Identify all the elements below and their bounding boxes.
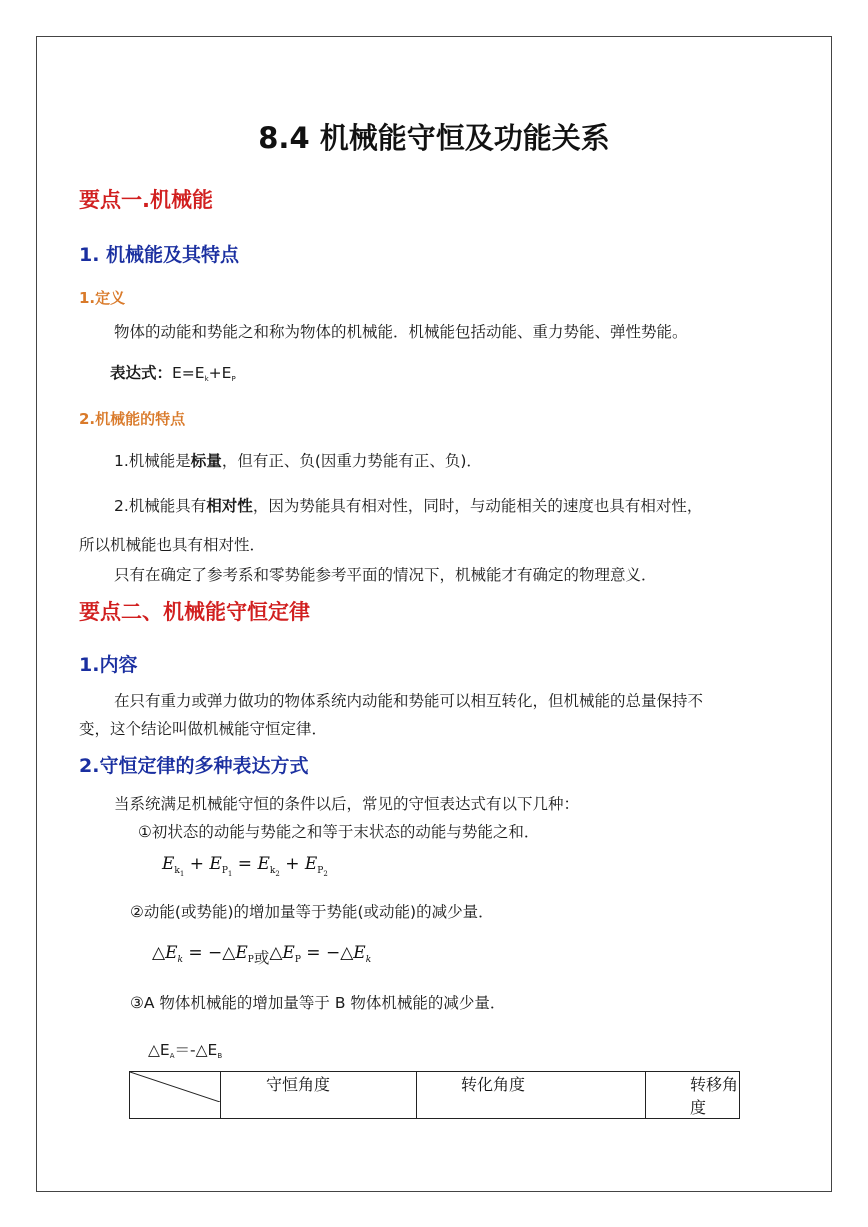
feature-2-continued: 所以机械能也具有相对性． (79, 536, 266, 554)
expression-line (110, 361, 236, 383)
forms-intro: 当系统满足机械能守恒的条件以后，常见的守恒表达式有以下几种： (114, 795, 580, 813)
section1-heading: 要点一.机械能 (79, 188, 213, 212)
table-header-transformation: 转化角度 (417, 1072, 646, 1119)
definition-text: 物体的动能和势能之和称为物体的机械能．机械能包括动能、重力势能、弹性势能。 (114, 323, 688, 341)
feature-3: 只有在确定了参考系和零势能参考平面的情况下，机械能才有确定的物理意义． (114, 566, 657, 584)
form-3-formula: △EA＝-△EB (148, 1041, 223, 1060)
feature-1: 1.机械能是标量，但有正、负(因重力势能有正、负)． (114, 452, 482, 470)
form-3-text: ③A 物体机械能的增加量等于 B 物体机械能的减少量． (130, 994, 506, 1012)
content-line-1: 在只有重力或弹力做功的物体系统内动能和势能可以相互转化，但机械能的总量保持不 (114, 692, 704, 710)
forms-heading: 2.守恒定律的多种表达方式 (79, 755, 309, 777)
subsection1-heading: 1. 机械能及其特点 (79, 244, 240, 266)
form-1-text: ①初状态的动能与势能之和等于末状态的动能与势能之和． (138, 823, 540, 841)
diagonal-line (130, 1072, 220, 1102)
table-header-conservation: 守恒角度 (221, 1072, 417, 1119)
form-1-formula: $E_{k_1} + E_{P_1} = E_{k_2} + E_{P_2}$ (162, 854, 328, 878)
features-heading: 2.机械能的特点 (79, 410, 186, 428)
table-corner-cell (130, 1072, 221, 1119)
comparison-table (129, 1071, 740, 1119)
feature-2: 2.机械能具有相对性，因为势能具有相对性，同时，与动能相关的速度也具有相对性， (114, 497, 703, 515)
content-heading: 1.内容 (79, 654, 138, 676)
expression-label: 表达式： (110, 364, 173, 382)
page-title: 8.4 机械能守恒及功能关系 (258, 121, 610, 155)
section2-heading: 要点二、机械能守恒定律 (79, 600, 310, 624)
expression-formula: E=Ek+EP (172, 364, 236, 383)
content-line-2: 变，这个结论叫做机械能守恒定律． (79, 720, 328, 738)
form-2-formula: $\triangle E_k$ = $-\triangle E_P$或$\triangle E_P$ = $-\triangle E_k$ (152, 943, 372, 967)
table-header-transfer: 转移角度 (646, 1072, 740, 1119)
definition-heading: 1.定义 (79, 289, 126, 307)
form-2-text: ②动能(或势能)的增加量等于势能(或动能)的减少量． (130, 903, 494, 921)
form-2-or: 或 (253, 949, 270, 967)
table-header-row (130, 1072, 740, 1119)
